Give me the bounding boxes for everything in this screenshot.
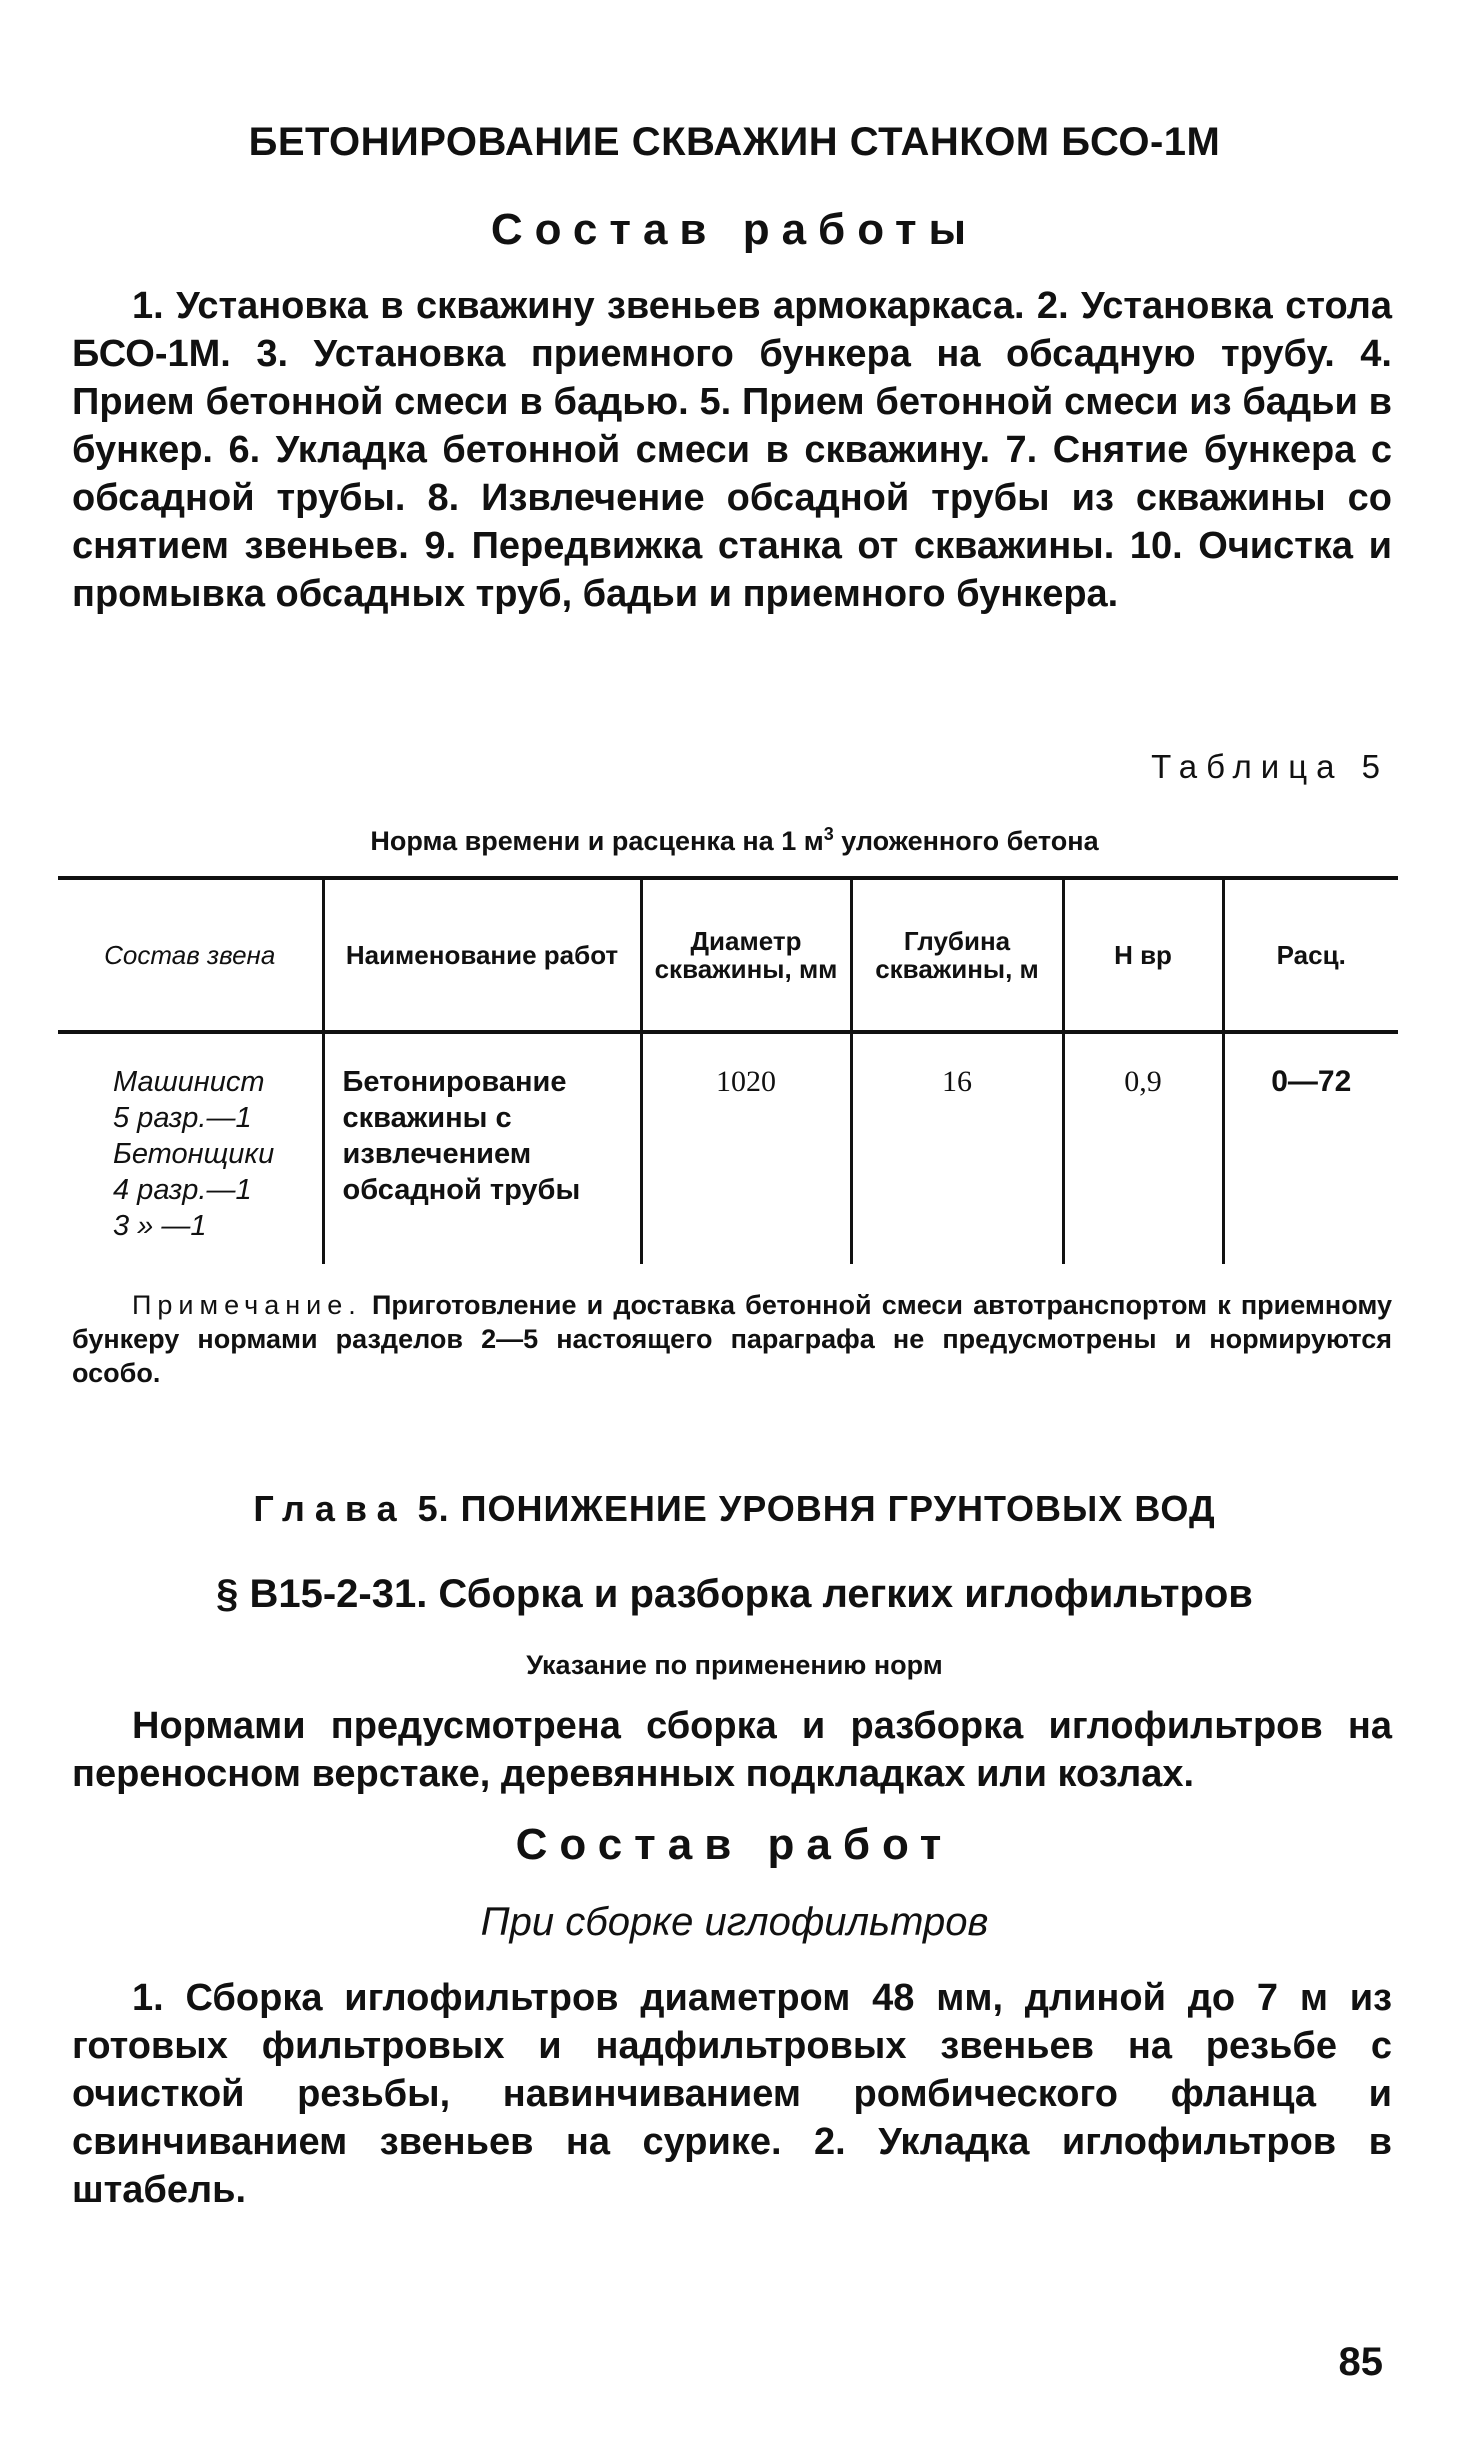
application-heading: Указание по применению норм — [526, 1650, 943, 1680]
works-heading: Состав работ — [515, 1820, 954, 1869]
table-caption — [0, 824, 1469, 857]
table-row — [58, 1032, 1398, 1264]
header-crew: Состав звена — [58, 878, 323, 1032]
assembly-text: 1. Сборка иглофильтров диаметром 48 мм, длиной до 7 м из готовых фильтровых и надфильтровых звеньев на резьбе с очисткой резьбы, навинчиванием ромбического фланца и свинчиванием звеньев на сурике. 2. Укладка иглофильтров в штабель. — [72, 1977, 1392, 2211]
crew-line: 4 разр.—1 — [113, 1174, 252, 1206]
cell-crew — [58, 1032, 323, 1264]
norms-table — [58, 876, 1398, 1264]
crew-line: Бетонщики — [113, 1138, 275, 1170]
cell-depth: 16 — [851, 1032, 1063, 1264]
cell-diameter: 1020 — [641, 1032, 851, 1264]
note-text: Приготовление и доставка бетонной смеси автотранспортом к приемному бункеру нормами разделов 2—5 настоящего параграфа не предусмотрены и нормируются особо. — [72, 1290, 1392, 1388]
crew-line: 5 разр.—1 — [113, 1102, 252, 1134]
cell-time-norm: 0,9 — [1063, 1032, 1223, 1264]
chapter-title: 5. ПОНИЖЕНИЕ УРОВНЯ ГРУНТОВЫХ ВОД — [417, 1488, 1216, 1529]
header-diameter: Диаметр скважины, мм — [641, 878, 851, 1032]
header-depth: Глубина скважины, м — [851, 878, 1063, 1032]
header-time-norm: Н вр — [1063, 878, 1223, 1032]
application-text: Нормами предусмотрена сборка и разборка иглофильтров на переносном верстаке, деревянных подкладках или козлах. — [72, 1705, 1392, 1795]
work-composition-text: 1. Установка в скважину звеньев армокаркаса. 2. Установка стола БСО-1М. 3. Установка приемного бункера на обсадную трубу. 4. Прием бетонной смеси в бадью. 5. Прием бетонной смеси из бадьи в бункер. 6. Укладка бетонной смеси в скважину. 7. Снятие бункера с обсадной трубы. 8. Извлечение обсадной трубы из скважины со снятием звеньев. 9. Передвижка станка от скважины. 10. Очистка и промывка обсадных труб, бадьи и приемного бункера. — [72, 285, 1392, 615]
table-note — [72, 1288, 1392, 1390]
page-number: 85 — [1338, 2340, 1383, 2384]
paragraph-title: § В15-2-31. Сборка и разборка легких иглофильтров — [216, 1572, 1253, 1616]
chapter-word: Глава — [253, 1488, 407, 1529]
crew-line: Машинист — [113, 1066, 265, 1098]
note-label: Примечание. — [132, 1290, 362, 1320]
header-work-name: Наименование работ — [323, 878, 641, 1032]
cell-work-name: Бетонирование скважины с извлечением обсадной трубы — [323, 1032, 641, 1264]
table-caption-main: Норма времени и расценка на 1 м — [370, 826, 824, 856]
section-title: БЕТОНИРОВАНИЕ СКВАЖИН СТАНКОМ БСО-1М — [248, 120, 1221, 164]
table-caption-superscript: 3 — [823, 824, 834, 844]
crew-line: 3 » —1 — [113, 1210, 207, 1242]
cell-rate: 0—72 — [1223, 1032, 1398, 1264]
table-label: Таблица 5 — [1151, 748, 1389, 785]
table-header-row — [58, 878, 1398, 1032]
header-rate: Расц. — [1223, 878, 1398, 1032]
work-composition-heading: Состав работы — [490, 205, 979, 254]
chapter-heading — [0, 1488, 1469, 1530]
table-caption-tail: уложенного бетона — [833, 826, 1099, 856]
assembly-heading: При сборке иглофильтров — [480, 1900, 989, 1944]
